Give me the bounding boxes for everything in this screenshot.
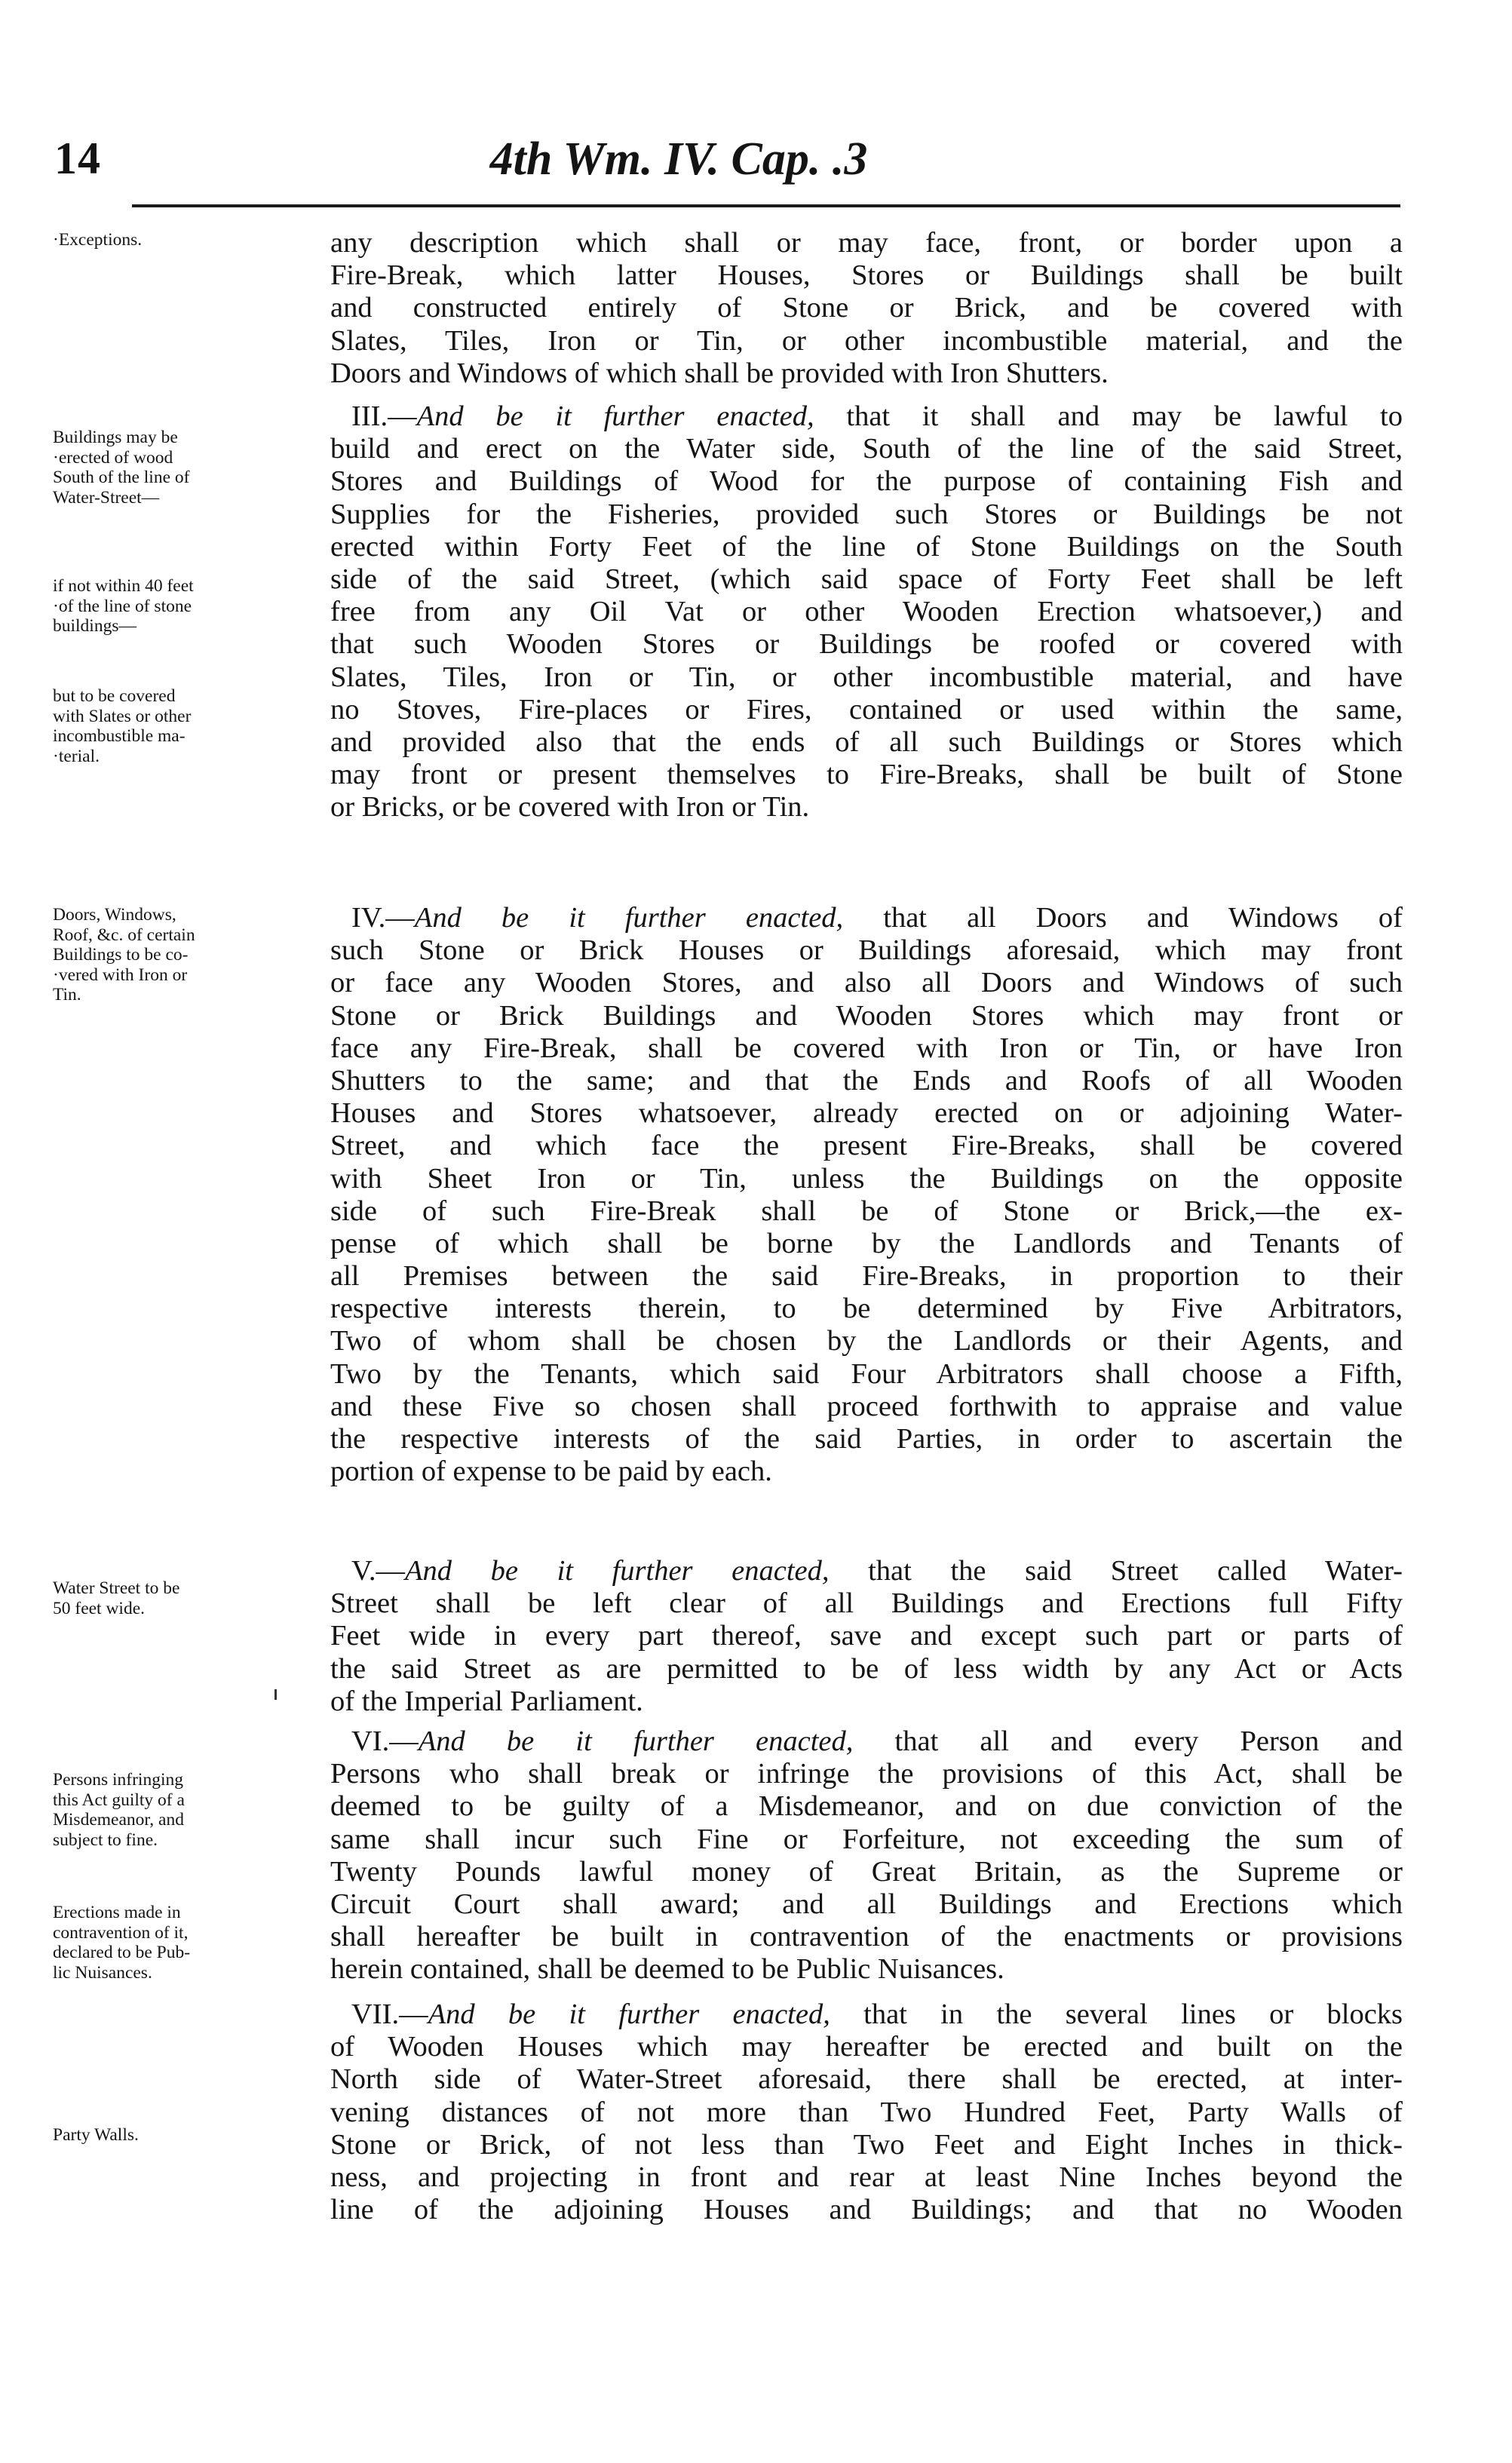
section-6 bbox=[330, 1725, 1403, 1986]
margin-note-line: subject to fine. bbox=[53, 1830, 158, 1850]
margin-note-line: Tin. bbox=[53, 985, 81, 1005]
margin-note-line: Party Walls. bbox=[53, 2125, 139, 2145]
text-line: Supplies for the Fisheries, provided such Stores or Buildings be not bbox=[330, 498, 1403, 530]
enacting-clause: And be it further enacted, bbox=[416, 400, 814, 432]
margin-note-line: this Act guilty of a bbox=[53, 1790, 185, 1810]
text-line: Street, and which face the present Fire-Breaks, shall be covered bbox=[330, 1130, 1403, 1162]
text-line: shall hereafter be built in contravention of the enactments or provisions bbox=[330, 1921, 1403, 1953]
text-line: Circuit Court shall award; and all Buildings and Erections which bbox=[330, 1888, 1403, 1920]
section-3 bbox=[330, 400, 1403, 824]
text-line: deemed to be guilty of a Misdemeanor, and on due conviction of the bbox=[330, 1790, 1403, 1823]
text-line: the respective interests of the said Parties, in order to ascertain the bbox=[330, 1423, 1403, 1455]
text-line: Persons who shall break or infringe the provisions of this Act, shall be bbox=[330, 1758, 1403, 1790]
text-line: vening distances of not more than Two Hundred Feet, Party Walls of bbox=[330, 2096, 1403, 2128]
text-line: Slates, Tiles, Iron or Tin, or other incombustible material, and the bbox=[330, 324, 1403, 357]
margin-note-line: Water Street to be bbox=[53, 1578, 180, 1598]
margin-note-line: ·terial. bbox=[53, 746, 100, 766]
section-number: VI.— bbox=[351, 1725, 419, 1757]
text-line: ness, and projecting in front and rear at least Nine Inches beyond the bbox=[330, 2161, 1403, 2193]
text-line: portion of expense to be paid by each. bbox=[330, 1455, 772, 1488]
text-line: Doors and Windows of which shall be provided with Iron Shutters. bbox=[330, 357, 1109, 389]
section-text: that all and every Person and bbox=[853, 1725, 1403, 1757]
margin-note-line: Buildings may be bbox=[53, 428, 178, 447]
margin-note-party-walls bbox=[53, 2125, 320, 2146]
text-line: that such Wooden Stores or Buildings be roofed or covered with bbox=[330, 628, 1403, 661]
margin-note-line: ·vered with Iron or bbox=[53, 965, 188, 985]
stray-print-mark bbox=[274, 1689, 277, 1700]
text-line: line of the adjoining Houses and Buildings; and that no Wooden bbox=[330, 2194, 1403, 2226]
margin-note-line: Misdemeanor, and bbox=[53, 1810, 184, 1830]
margin-note-line: Doors, Windows, bbox=[53, 905, 176, 925]
text-line: build and erect on the Water side, South of the line of the said Street, bbox=[330, 433, 1403, 465]
margin-note-covered-with-slates bbox=[53, 686, 320, 766]
margin-note-line: contravention of it, bbox=[53, 1922, 189, 1943]
enacting-clause: And be it further enacted, bbox=[418, 1725, 854, 1757]
margin-note-not-within-40-feet bbox=[53, 576, 320, 636]
text-line: same shall incur such Fine or Forfeiture, not exceeding the sum of bbox=[330, 1823, 1403, 1855]
section-first-line bbox=[330, 1555, 1403, 1587]
section-number: V.— bbox=[351, 1555, 405, 1587]
margin-note-line: but to be covered bbox=[53, 686, 176, 706]
text-line: erected within Forty Feet of the line of Stone Buildings on the South bbox=[330, 530, 1403, 563]
text-line: or Bricks, or be covered with Iron or Tin. bbox=[330, 791, 810, 824]
margin-note-line: Persons infringing bbox=[53, 1770, 183, 1790]
margin-note-line: Water-Street— bbox=[53, 487, 160, 508]
text-line: pense of which shall be borne by the Landlords and Tenants of bbox=[330, 1227, 1403, 1259]
text-line: all Premises between the said Fire-Breaks, in proportion to their bbox=[330, 1260, 1403, 1293]
margin-note-line: incombustible ma- bbox=[53, 726, 186, 746]
section-number: III.— bbox=[351, 400, 417, 432]
page-number: 14 bbox=[54, 133, 101, 183]
text-line: Stone or Brick, of not less than Two Feet and Eight Inches in thick- bbox=[330, 2128, 1403, 2161]
header-rule bbox=[132, 204, 1400, 207]
margin-note-exceptions bbox=[53, 230, 320, 250]
margin-note-persons-infringing bbox=[53, 1770, 320, 1850]
margin-note-line: 50 feet wide. bbox=[53, 1598, 146, 1618]
text-line: Stone or Brick Buildings and Wooden Stores which may front or bbox=[330, 999, 1403, 1032]
margin-note-line: ·Exceptions. bbox=[53, 230, 143, 250]
text-line: may front or present themselves to Fire-Breaks, shall be built of Stone bbox=[330, 759, 1403, 791]
section-first-line bbox=[330, 400, 1403, 433]
continuation-paragraph bbox=[330, 227, 1403, 390]
section-7 bbox=[330, 1998, 1403, 2226]
enacting-clause: And be it further enacted, bbox=[404, 1555, 830, 1587]
margin-note-public-nuisances bbox=[53, 1903, 320, 1983]
text-line: with Sheet Iron or Tin, unless the Buildings on the opposite bbox=[330, 1162, 1403, 1195]
text-line: Feet wide in every part thereof, save and except such part or parts of bbox=[330, 1620, 1403, 1652]
section-number: IV.— bbox=[351, 902, 415, 934]
text-line: such Stone or Brick Houses or Buildings aforesaid, which may front bbox=[330, 934, 1403, 967]
section-number: VII.— bbox=[351, 1998, 428, 2030]
text-line: Twenty Pounds lawful money of Great Britain, as the Supreme or bbox=[330, 1855, 1403, 1888]
section-text: that the said Street called Water- bbox=[829, 1555, 1403, 1587]
text-line: free from any Oil Vat or other Wooden Erection whatsoever,) and bbox=[330, 596, 1403, 628]
text-line: Fire-Break, which latter Houses, Stores or Buildings shall be built bbox=[330, 259, 1403, 292]
text-line: Shutters to the same; and that the Ends and Roofs of all Wooden bbox=[330, 1064, 1403, 1097]
running-head: 4th Wm. IV. Cap. .3 bbox=[489, 133, 868, 185]
section-first-line bbox=[330, 1998, 1403, 2031]
text-line: or face any Wooden Stores, and also all Doors and Windows of such bbox=[330, 967, 1403, 999]
margin-note-line: Erections made in bbox=[53, 1903, 181, 1922]
margin-note-line: lic Nuisances. bbox=[53, 1962, 152, 1983]
margin-note-doors-windows-roofs bbox=[53, 905, 320, 1005]
margin-note-line: declared to be Pub- bbox=[53, 1943, 191, 1962]
text-line: side of the said Street, (which said space of Forty Feet shall be left bbox=[330, 563, 1403, 595]
text-line: herein contained, shall be deemed to be Public Nuisances. bbox=[330, 1953, 1004, 1986]
section-first-line bbox=[330, 902, 1403, 934]
margin-note-line: if not within 40 feet bbox=[53, 576, 194, 596]
text-line: face any Fire-Break, shall be covered with Iron or Tin, or have Iron bbox=[330, 1032, 1403, 1064]
text-line: side of such Fire-Break shall be of Stone or Brick,—the ex- bbox=[330, 1195, 1403, 1227]
margin-note-line: ·erected of wood bbox=[53, 447, 173, 468]
section-5 bbox=[330, 1555, 1403, 1718]
text-line: Slates, Tiles, Iron or Tin, or other incombustible material, and have bbox=[330, 661, 1403, 693]
section-first-line bbox=[330, 1725, 1403, 1758]
margin-note-line: South of the line of bbox=[53, 468, 190, 487]
enacting-clause: And be it further enacted, bbox=[414, 902, 844, 934]
margin-note-line: Buildings to be co- bbox=[53, 945, 189, 965]
text-line: Houses and Stores whatsoever, already erected on or adjoining Water- bbox=[330, 1097, 1403, 1130]
enacting-clause: And be it further enacted, bbox=[428, 1998, 830, 2030]
text-line: no Stoves, Fire-places or Fires, contained or used within the same, bbox=[330, 693, 1403, 725]
margin-note-line: ·of the line of stone bbox=[53, 596, 192, 616]
text-line: Street shall be left clear of all Buildings and Erections full Fifty bbox=[330, 1587, 1403, 1620]
margin-note-line: with Slates or other bbox=[53, 706, 192, 726]
section-4 bbox=[330, 902, 1403, 1488]
margin-note-line: buildings— bbox=[53, 616, 136, 636]
section-text: that it shall and may be lawful to bbox=[814, 400, 1403, 432]
text-line: Two by the Tenants, which said Four Arbitrators shall choose a Fifth, bbox=[330, 1357, 1403, 1390]
text-line: North side of Water-Street aforesaid, there shall be erected, at inter- bbox=[330, 2063, 1403, 2096]
text-line: Stores and Buildings of Wood for the purpose of containing Fish and bbox=[330, 465, 1403, 498]
text-line: of Wooden Houses which may hereafter be erected and built on the bbox=[330, 2031, 1403, 2063]
margin-note-buildings-may-be-erected bbox=[53, 428, 320, 508]
text-line: and constructed entirely of Stone or Brick, and be covered with bbox=[330, 292, 1403, 324]
text-line: and provided also that the ends of all such Buildings or Stores which bbox=[330, 725, 1403, 758]
text-line: and these Five so chosen shall proceed forthwith to appraise and value bbox=[330, 1390, 1403, 1422]
margin-note-water-street-width bbox=[53, 1578, 320, 1618]
text-line: of the Imperial Parliament. bbox=[330, 1685, 643, 1717]
section-text: that in the several lines or blocks bbox=[830, 1998, 1403, 2030]
text-line: the said Street as are permitted to be of less width by any Act or Acts bbox=[330, 1652, 1403, 1685]
text-line: any description which shall or may face, front, or border upon a bbox=[330, 227, 1403, 259]
margin-note-line: Roof, &c. of certain bbox=[53, 925, 195, 945]
section-text: that all Doors and Windows of bbox=[843, 902, 1403, 934]
text-line: respective interests therein, to be determined by Five Arbitrators, bbox=[330, 1293, 1403, 1325]
text-line: Two of whom shall be chosen by the Landlords or their Agents, and bbox=[330, 1325, 1403, 1357]
